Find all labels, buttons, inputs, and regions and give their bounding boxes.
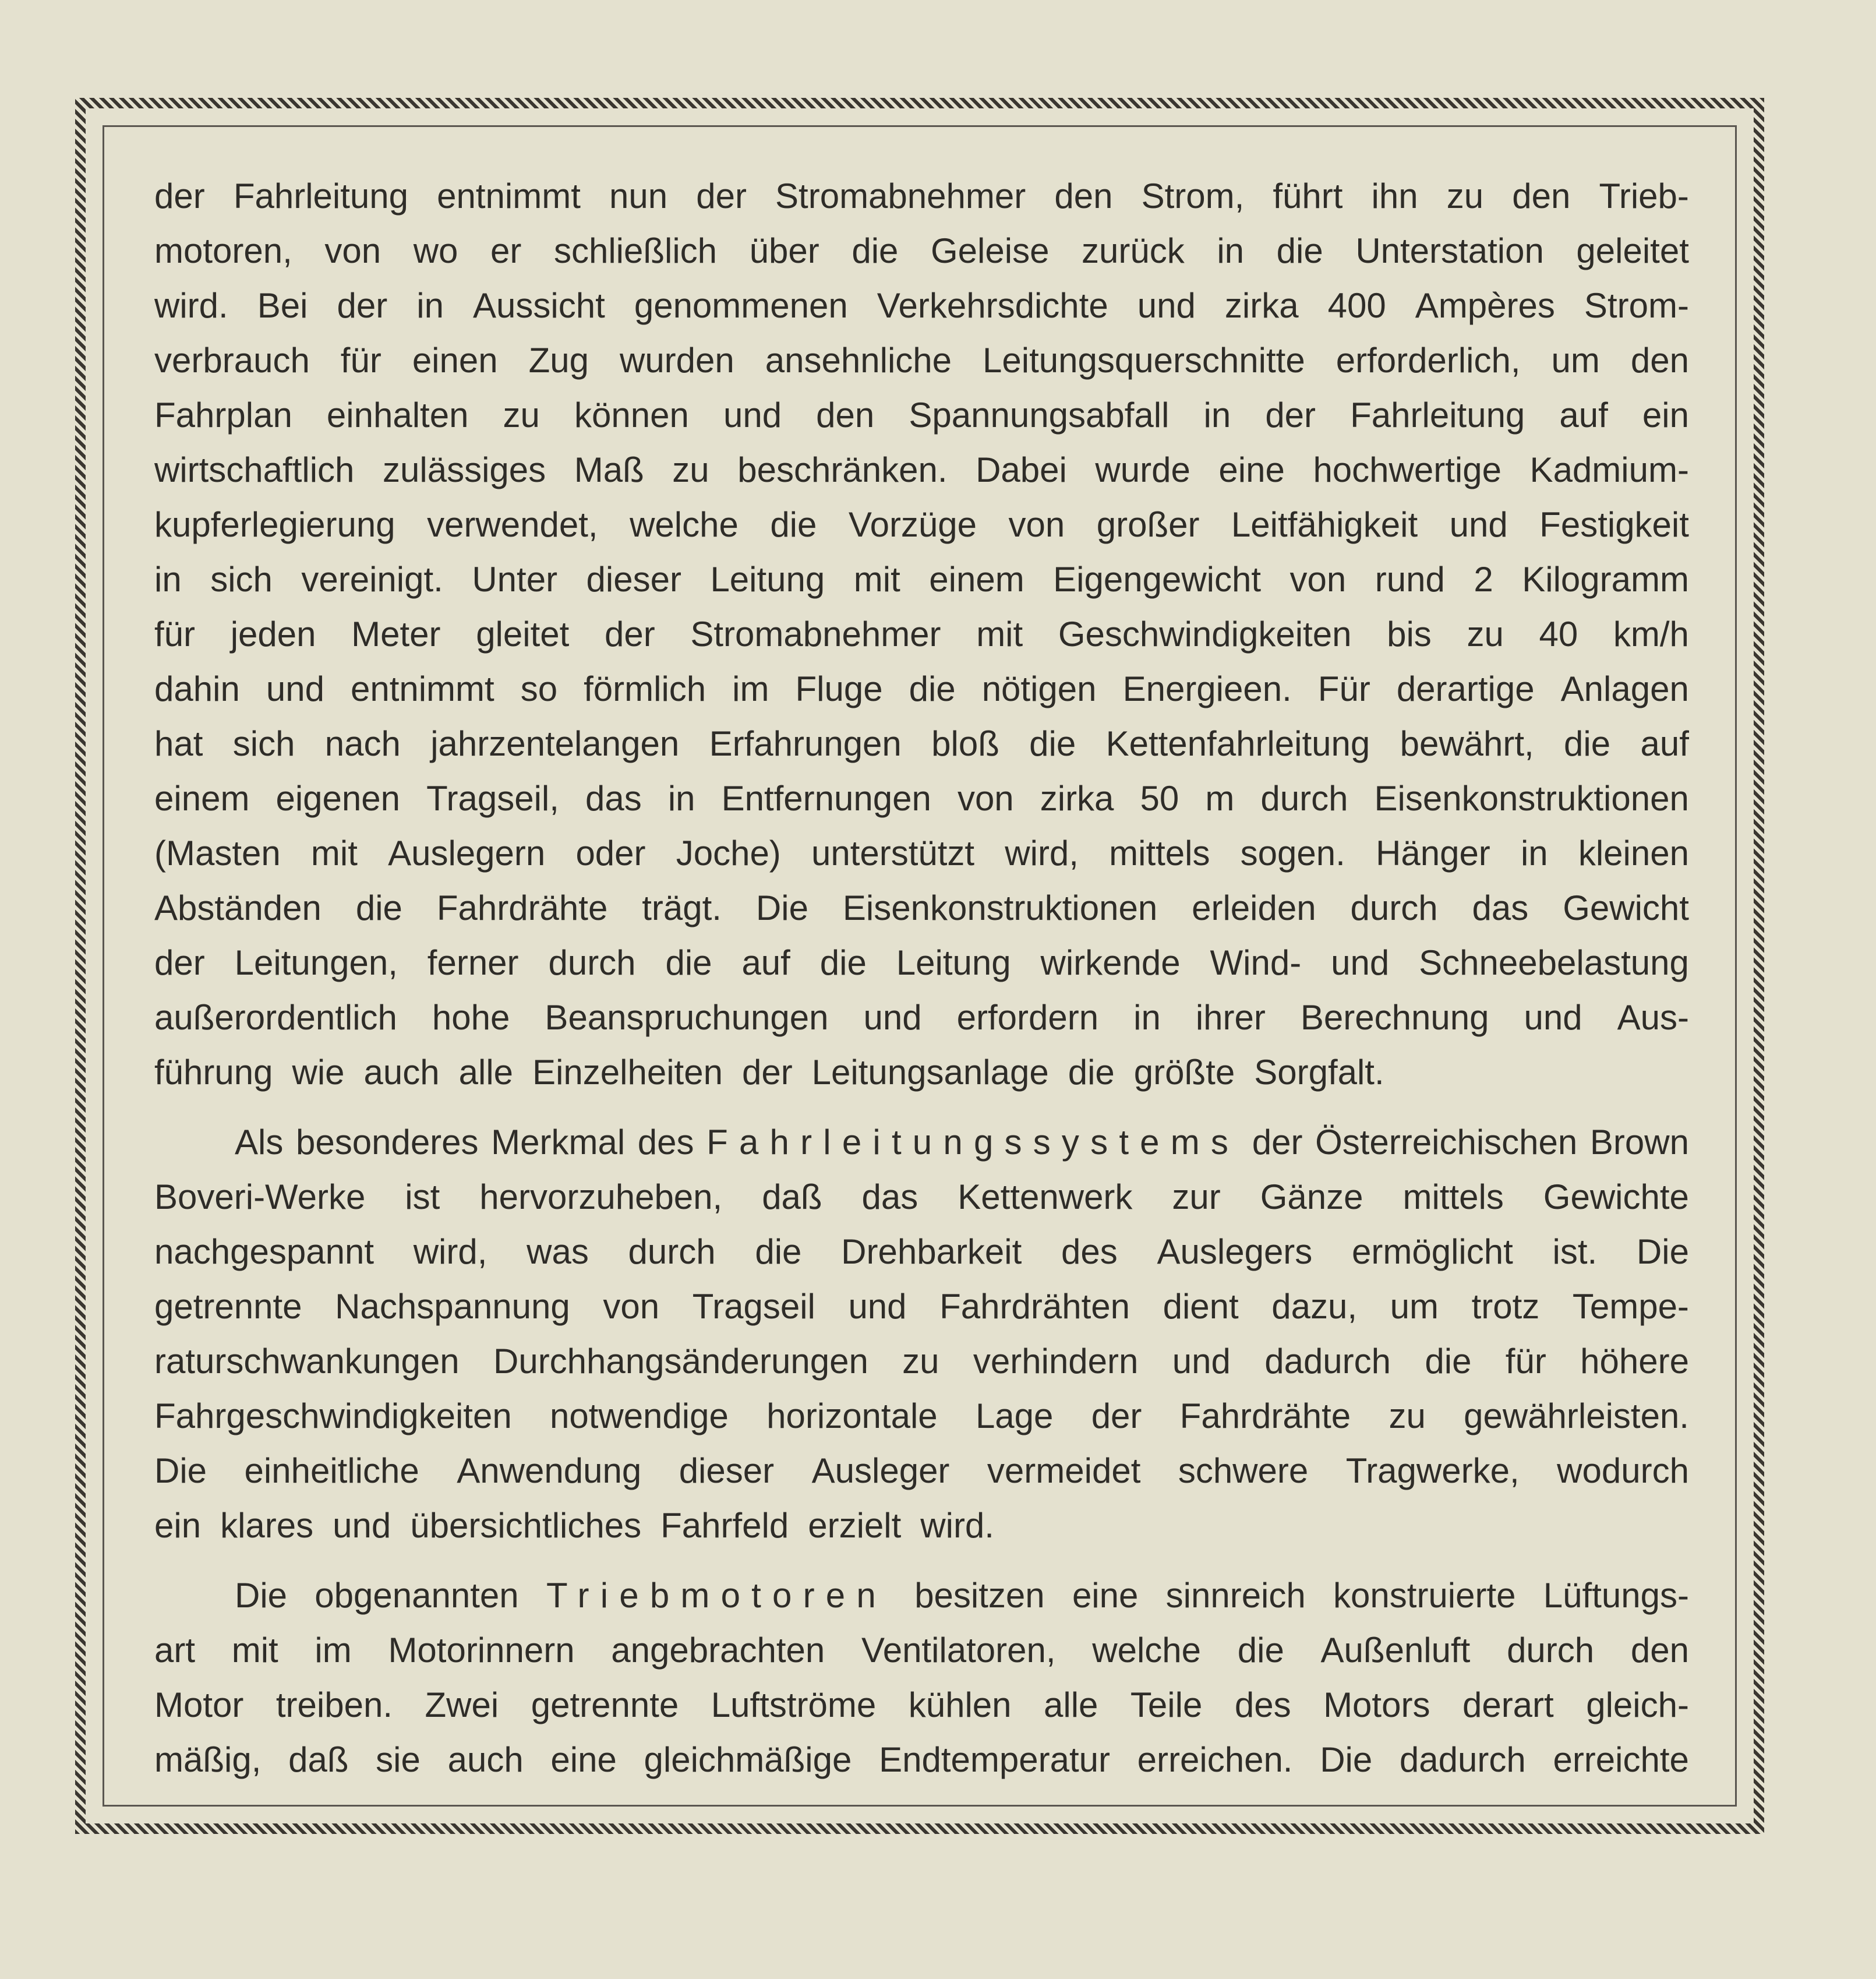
text-line: hat sich nach jahrzentelangen Erfahrungen bloß die Kettenfahrleitung bewährt, die auf — [154, 724, 1689, 763]
paragraph-gap — [154, 1100, 1689, 1115]
text-line: einem eigenen Tragseil, das in Entfernungen von zirka 50 m durch Eisenkonstruktionen — [154, 779, 1689, 818]
text-line: (Masten mit Auslegern oder Joche) unterstützt wird, mittels sogen. Hänger in kleinen — [154, 834, 1689, 873]
text-line: der Fahrleitung entnimmt nun der Stromabnehmer den Strom, führt ihn zu den Trieb- — [154, 177, 1689, 216]
text-line: Als besonderes Merkmal des Fahrleitungssystems der Österreichischen Brown — [235, 1123, 1689, 1162]
text-line: nachgespannt wird, was durch die Drehbarkeit des Auslegers ermöglicht ist. Die — [154, 1232, 1689, 1271]
text-line: motoren, von wo er schließlich über die Geleise zurück in die Unterstation geleitet — [154, 231, 1689, 270]
text-line: kupferlegierung verwendet, welche die Vorzüge von großer Leitfähigkeit und Festigkeit — [154, 505, 1689, 544]
text-line: außerordentlich hohe Beanspruchungen und erfordern in ihrer Berechnung und Aus- — [154, 998, 1689, 1037]
text-line: führung wie auch alle Einzelheiten der Leitungsanlage die größte Sorgfalt. — [154, 1053, 1384, 1092]
text-line: wirtschaftlich zulässiges Maß zu beschränken. Dabei wurde eine hochwertige Kadmium- — [154, 450, 1689, 489]
text-line: Motor treiben. Zwei getrennte Luftströme kühlen alle Teile des Motors derart gleich- — [154, 1685, 1689, 1724]
text-line: verbrauch für einen Zug wurden ansehnliche Leitungsquerschnitte erforderlich, um den — [154, 341, 1689, 380]
text-line: mäßig, daß sie auch eine gleichmäßige Endtemperatur erreichen. Die dadurch erreichte — [154, 1740, 1689, 1779]
paragraph — [154, 1568, 1689, 1787]
text-line: Die einheitliche Anwendung dieser Ausleger vermeidet schwere Tragwerke, wodurch — [154, 1451, 1689, 1490]
text-line: Boveri-Werke ist hervorzuheben, daß das Kettenwerk zur Gänze mittels Gewichte — [154, 1177, 1689, 1216]
text-line: für jeden Meter gleitet der Stromabnehmer mit Geschwindigkeiten bis zu 40 km/h — [154, 615, 1689, 654]
text-line: Abständen die Fahrdrähte trägt. Die Eisenkonstruktionen erleiden durch das Gewicht — [154, 888, 1689, 927]
text-line: raturschwankungen Durchhangsänderungen zu verhindern und dadurch die für höhere — [154, 1342, 1689, 1381]
paragraph-gap — [154, 1553, 1689, 1568]
text-line: der Leitungen, ferner durch die auf die Leitung wirkende Wind- und Schneebelastung — [154, 943, 1689, 982]
text-line: dahin und entnimmt so förmlich im Fluge die nötigen Energieen. Für derartige Anlagen — [154, 669, 1689, 708]
text-line: ein klares und übersichtliches Fahrfeld erzielt wird. — [154, 1506, 994, 1545]
text-line: art mit im Motorinnern angebrachten Ventilatoren, welche die Außenluft durch den — [154, 1631, 1689, 1670]
text-line: in sich vereinigt. Unter dieser Leitung mit einem Eigengewicht von rund 2 Kilogramm — [154, 560, 1689, 599]
text-line: Fahrgeschwindigkeiten notwendige horizontale Lage der Fahrdrähte zu gewährleisten. — [154, 1396, 1689, 1435]
paragraph — [154, 1115, 1689, 1553]
text-line: Die obgenannten Triebmotoren besitzen eine sinnreich konstruierte Lüftungs- — [235, 1576, 1689, 1615]
text-line: getrennte Nachspannung von Tragseil und Fahrdrähten dient dazu, um trotz Tempe- — [154, 1287, 1689, 1326]
paragraph — [154, 169, 1689, 1100]
text-line: Fahrplan einhalten zu können und den Spannungsabfall in der Fahrleitung auf ein — [154, 396, 1689, 435]
text-line: wird. Bei der in Aussicht genommenen Verkehrsdichte und zirka 400 Ampères Strom- — [154, 286, 1689, 325]
page-body-text — [154, 169, 1689, 1787]
